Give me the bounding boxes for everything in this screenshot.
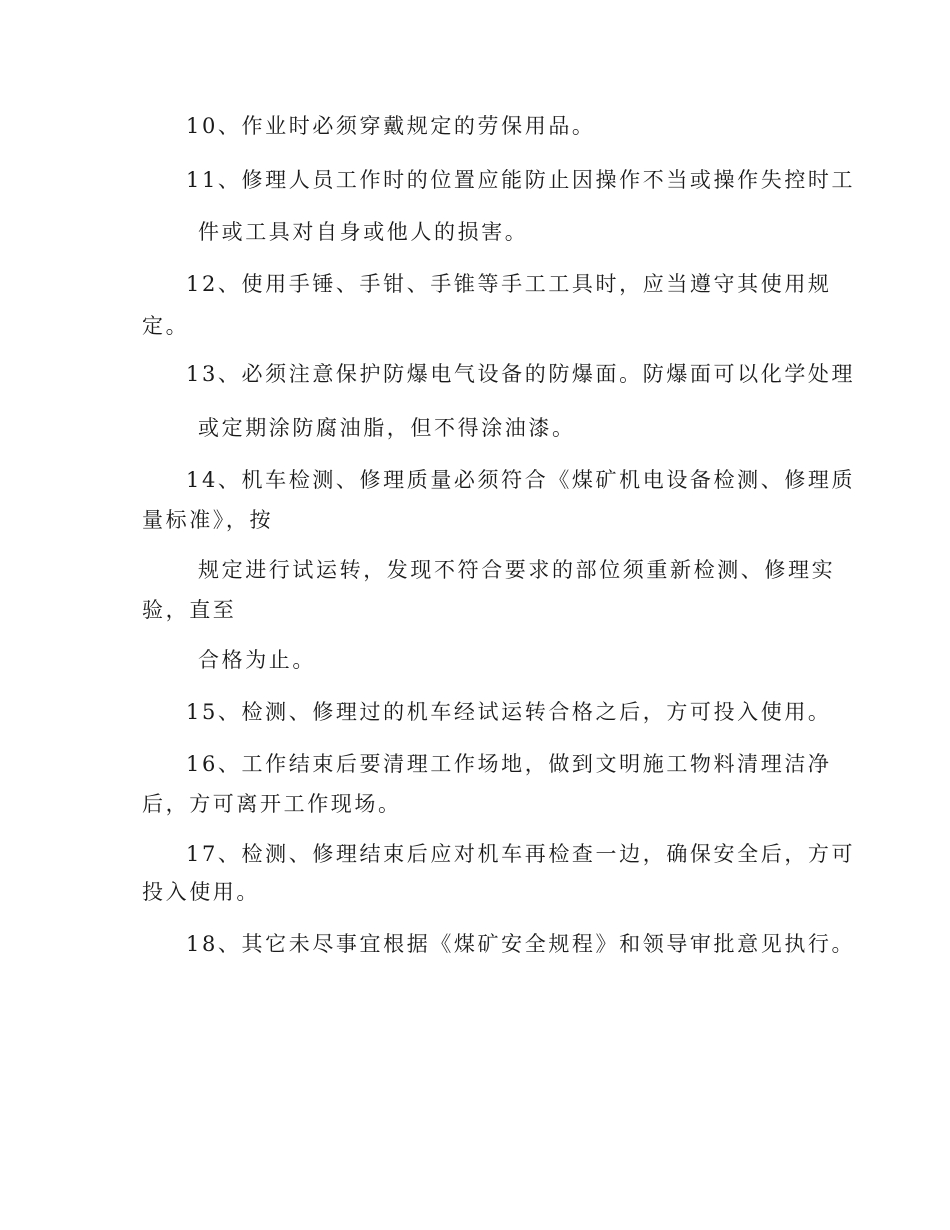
item-11-line-2: 件或工具对自身或他人的损害。 (198, 220, 529, 244)
item-17-line-1: 17、检测、修理结束后应对机车再检查一边，确保安全后，方可 (186, 842, 856, 866)
item-14-line-2: 量标准》，按 (142, 508, 274, 532)
item-15-line: 15、检测、修理过的机车经试运转合格之后，方可投入使用。 (186, 700, 832, 724)
item-13-line-2: 或定期涂防腐油脂，但不得涂油漆。 (198, 416, 576, 440)
item-11-line-1: 11、修理人员工作时的位置应能防止因操作不当或操作失控时工 (186, 168, 856, 192)
item-14-line-1: 14、机车检测、修理质量必须符合《煤矿机电设备检测、修理质 (186, 468, 856, 492)
item-16-line-1: 16、工作结束后要清理工作场地，做到文明施工物料清理洁净 (186, 752, 832, 776)
item-12-line-2: 定。 (142, 314, 190, 338)
item-17-line-2: 投入使用。 (142, 880, 260, 904)
item-14-line-5: 合格为止。 (198, 648, 316, 672)
item-14-line-3: 规定进行试运转，发现不符合要求的部位须重新检测、修理实 (198, 558, 836, 582)
item-12-line-1: 12、使用手锤、手钳、手锥等手工工具时，应当遵守其使用规 (186, 272, 832, 296)
item-13-line-1: 13、必须注意保护防爆电气设备的防爆面。防爆面可以化学处理 (186, 362, 856, 386)
item-10-line: 10、作业时必须穿戴规定的劳保用品。 (186, 114, 596, 138)
item-14-line-4: 验，直至 (142, 598, 237, 622)
item-16-line-2: 后，方可离开工作现场。 (142, 792, 402, 816)
item-18-line: 18、其它未尽事宜根据《煤矿安全规程》和领导审批意见执行。 (186, 932, 856, 956)
